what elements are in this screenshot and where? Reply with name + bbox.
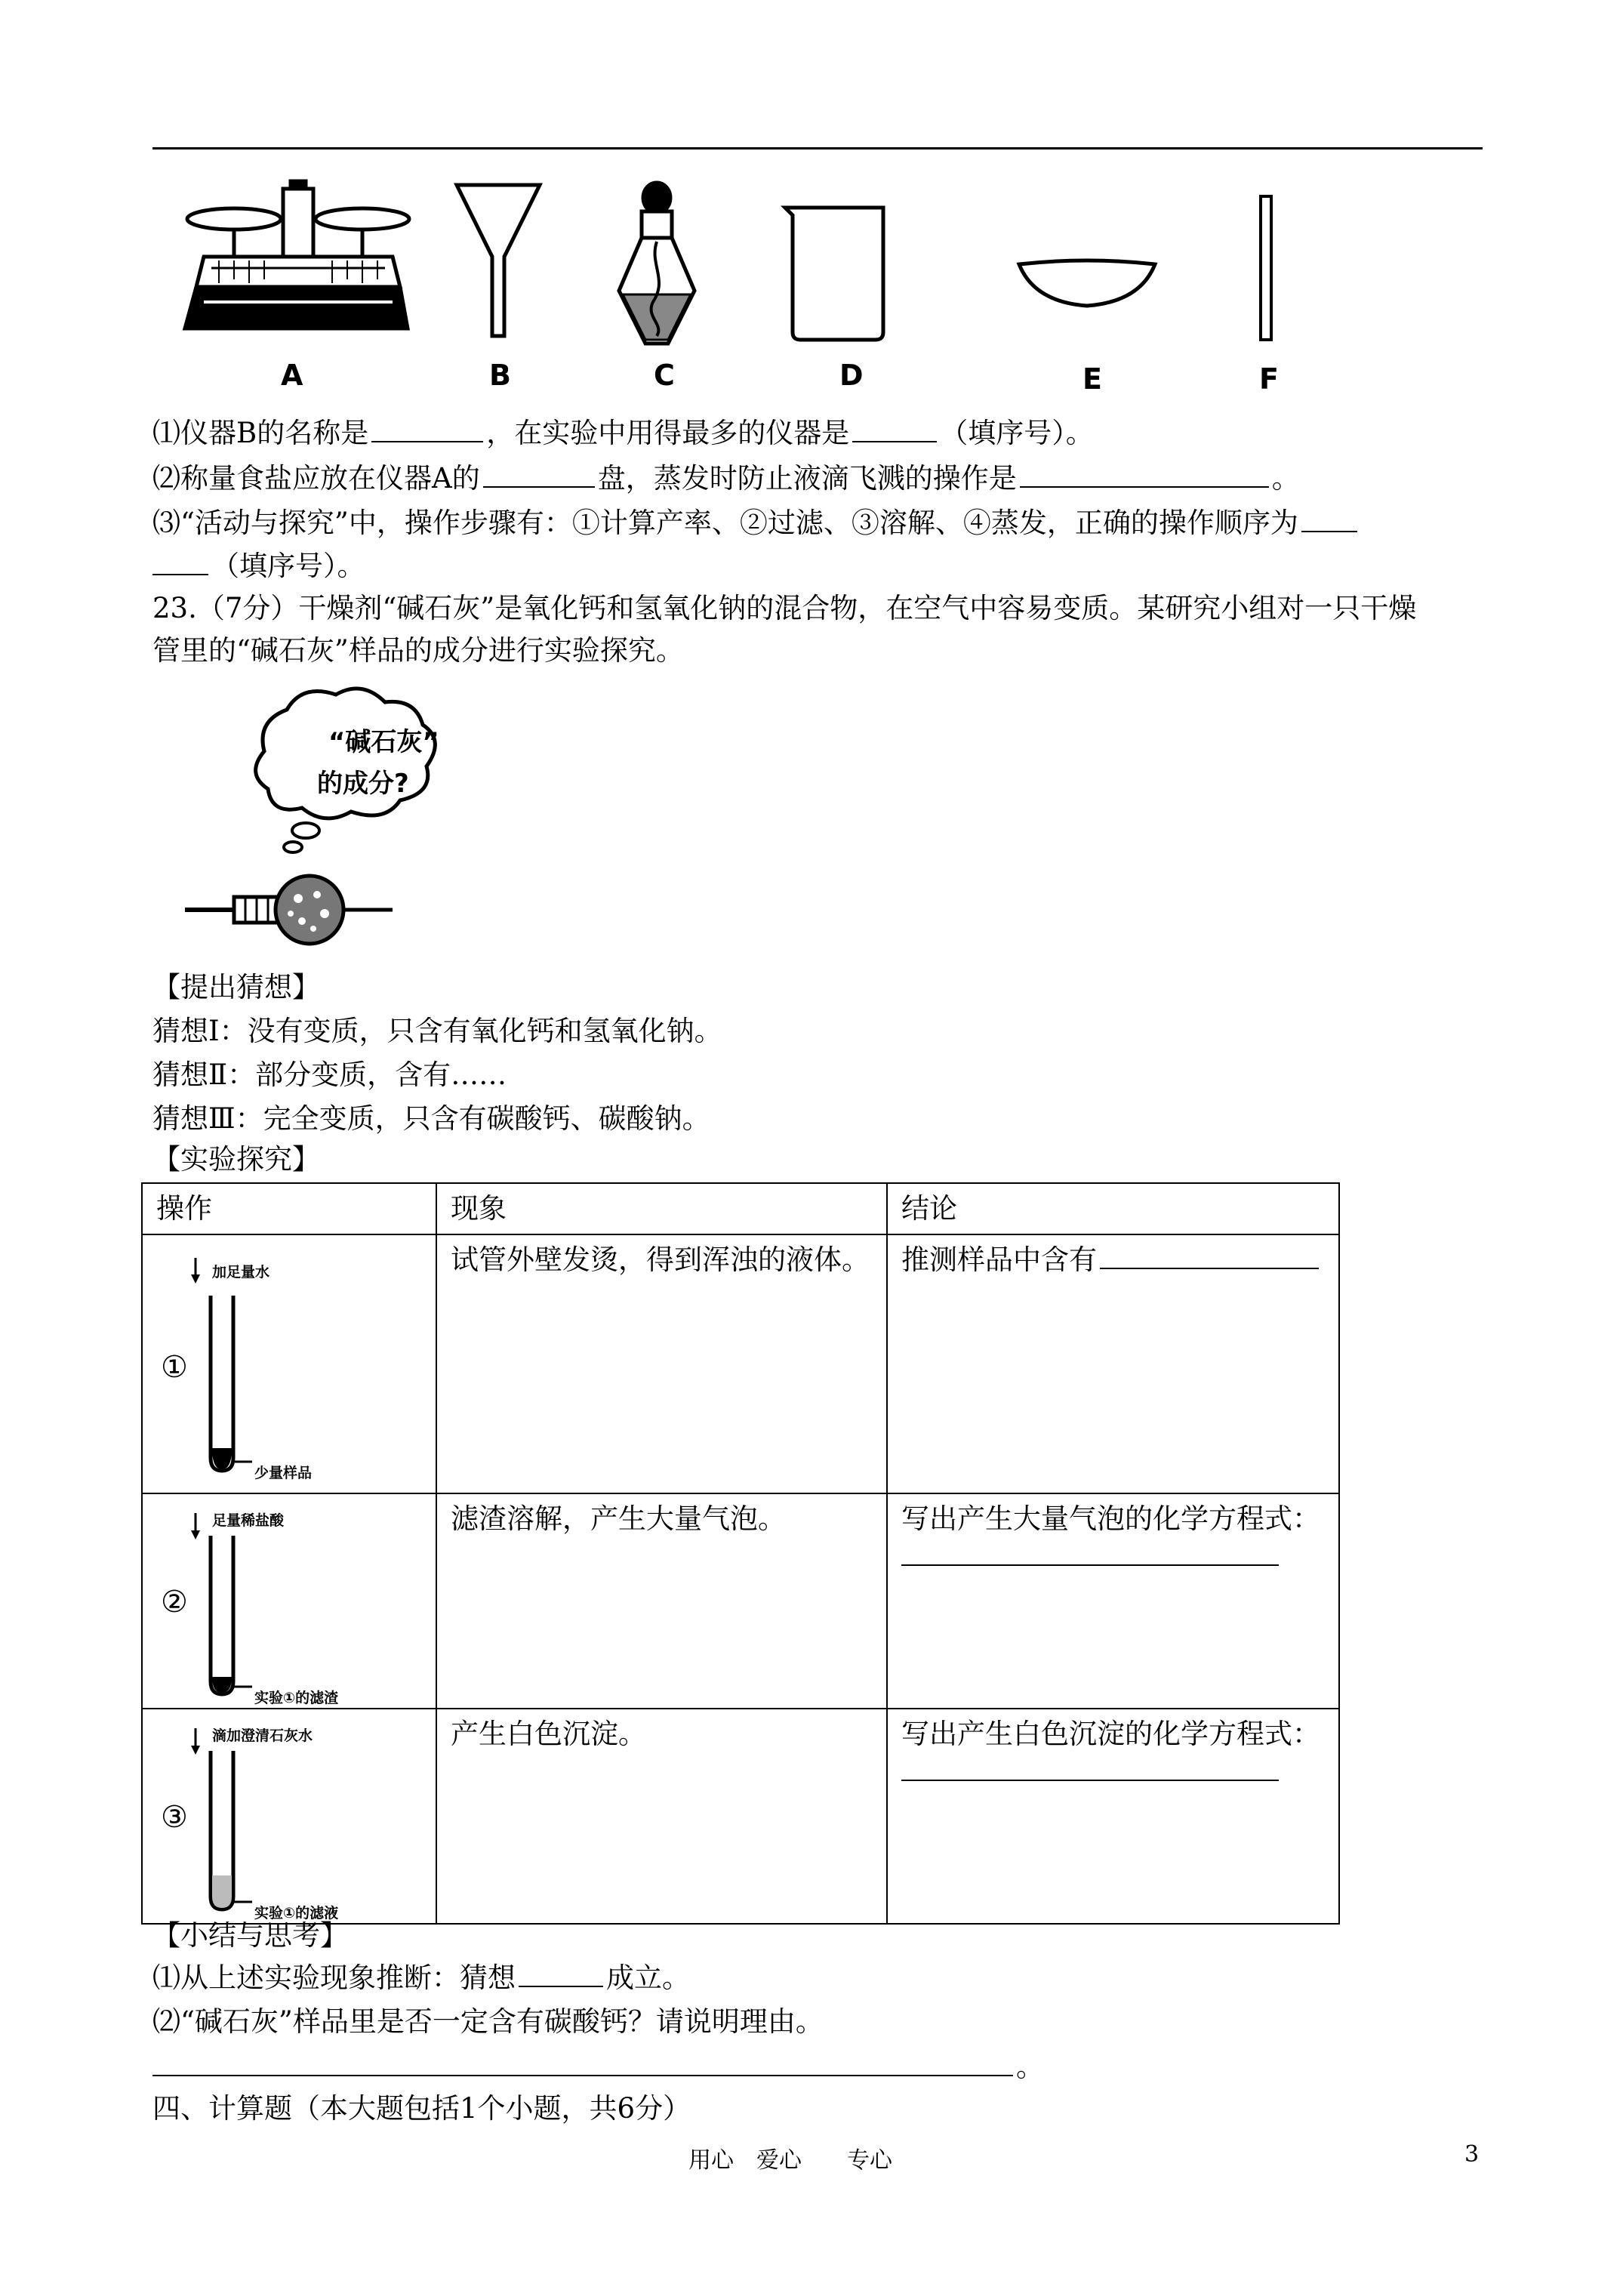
hypothesis-3: 猜想Ⅲ：完全变质，只含有碳酸钙、碳酸钠。: [152, 1102, 710, 1135]
apparatus-label-c: C: [654, 359, 675, 392]
answer-blank[interactable]: [852, 440, 937, 442]
answer-blank[interactable]: [371, 440, 483, 442]
summary-2: ⑵“碱石灰”样品里是否一定含有碳酸钙？请说明理由。: [152, 2005, 824, 2038]
answer-blank[interactable]: [901, 1564, 1279, 1566]
tube-bottom-caption: 少量样品: [254, 1465, 313, 1481]
step-number: ③: [161, 1800, 188, 1835]
section-summary: 【小结与思考】: [152, 1919, 348, 1952]
step-number: ①: [161, 1350, 188, 1385]
summary-2-answer: 。: [152, 2048, 1044, 2087]
operation-cell: [142, 1493, 436, 1709]
tube-top-caption: 足量稀盐酸: [212, 1512, 285, 1529]
beaker-icon: [785, 208, 883, 340]
conclusion-cell: 写出产生白色沉淀的化学方程式：: [887, 1709, 1339, 1924]
apparatus-label-f: F: [1259, 362, 1279, 396]
header-phenomenon: 现象: [436, 1183, 887, 1234]
answer-blank[interactable]: [483, 485, 595, 488]
q22-part1: ⑴仪器B的名称是 ，在实验中用得最多的仪器是 （填序号）。: [152, 417, 1094, 449]
table-row: [142, 1234, 1339, 1493]
answer-blank[interactable]: [1020, 485, 1269, 488]
operation-cell: [142, 1234, 436, 1493]
q22-part3-cont: （填序号）。: [152, 547, 365, 586]
header-operation: 操作: [142, 1183, 436, 1234]
answer-blank[interactable]: [152, 2074, 1013, 2076]
section-experiment: 【实验探究】: [152, 1143, 320, 1176]
bubble-text-1: “碱石灰”: [328, 727, 439, 757]
table-row: [142, 1709, 1339, 1924]
section-4-heading: 四、计算题（本大题包括1个小题，共6分）: [152, 2092, 691, 2125]
q23-stem-line2: 管里的“碱石灰”样品的成分进行实验探究。: [152, 634, 684, 667]
experiment-table: [141, 1182, 1340, 1925]
summary-1: ⑴从上述实验现象推断：猜想 成立。: [152, 1962, 690, 1994]
tube-top-caption: 滴加澄清石灰水: [212, 1727, 313, 1744]
apparatus-figure: [181, 174, 1298, 400]
conclusion-cell: 写出产生大量气泡的化学方程式：: [887, 1493, 1339, 1709]
answer-blank[interactable]: [901, 1779, 1279, 1781]
bubble-text-2: 的成分?: [317, 769, 409, 799]
answer-blank[interactable]: [1301, 530, 1357, 532]
balance-icon: [185, 181, 409, 328]
conclusion-cell: 推测样品中含有: [887, 1234, 1339, 1493]
answer-blank[interactable]: [152, 573, 208, 575]
q23-stem-line1: 23.（7分）干燥剂“碱石灰”是氧化钙和氢氧化钠的混合物，在空气中容易变质。某研究小组对一只干燥: [152, 592, 1417, 624]
apparatus-label-d: D: [839, 359, 864, 392]
glass-rod-icon: [1261, 196, 1271, 340]
q22-part2: ⑵称量食盐应放在仪器A的 盘，蒸发时防止液滴飞溅的操作是 。: [152, 462, 1300, 495]
operation-cell: [142, 1709, 436, 1924]
hypothesis-1: 猜想Ⅰ：没有变质，只含有氧化钙和氢氧化钠。: [152, 1015, 722, 1047]
apparatus-label-b: B: [489, 359, 511, 392]
apparatus-label-a: A: [281, 359, 303, 392]
table-header-row: [142, 1183, 1339, 1234]
tube-top-caption: 加足量水: [212, 1264, 270, 1281]
alcohol-lamp-icon: [619, 183, 694, 344]
evaporating-dish-icon: [1019, 260, 1155, 306]
answer-blank[interactable]: [519, 1985, 603, 1987]
header-rule: [152, 147, 1483, 149]
header-conclusion: 结论: [887, 1183, 1339, 1234]
step-number: ②: [161, 1585, 188, 1620]
phenomenon-cell: 产生白色沉淀。: [436, 1709, 887, 1924]
phenomenon-cell: 滤渣溶解，产生大量气泡。: [436, 1493, 887, 1709]
funnel-icon: [457, 185, 540, 336]
table-row: [142, 1493, 1339, 1709]
section-hypothesis: 【提出猜想】: [152, 971, 320, 1003]
hypothesis-2: 猜想Ⅱ：部分变质，含有……: [152, 1059, 507, 1091]
drying-tube-icon: [185, 876, 393, 944]
phenomenon-cell: 试管外壁发烫，得到浑浊的液体。: [436, 1234, 887, 1493]
footer-motto: 用心 爱心 专心: [688, 2147, 892, 2174]
q22-part3: ⑶“活动与探究”中，操作步骤有：①计算产率、②过滤、③溶解、④蒸发，正确的操作顺序为: [152, 504, 1360, 543]
tube-bottom-caption: 实验①的滤渣: [254, 1690, 339, 1706]
apparatus-label-e: E: [1083, 362, 1102, 396]
page-number: 3: [1464, 2141, 1480, 2168]
answer-blank[interactable]: [1100, 1267, 1319, 1269]
tube-bottom-caption: 实验①的滤液: [254, 1905, 339, 1922]
